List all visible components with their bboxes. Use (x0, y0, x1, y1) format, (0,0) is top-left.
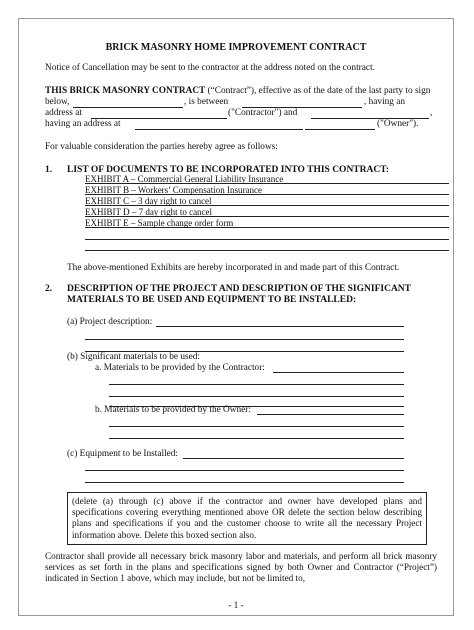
owner-materials-field[interactable] (257, 414, 404, 415)
project-description-field[interactable] (156, 326, 404, 327)
date-field[interactable] (73, 107, 183, 108)
section-2-heading-line-1: DESCRIPTION OF THE PROJECT AND DESCRIPTION OF THE SIGNIFICANT (67, 284, 411, 294)
intro-below: below, (45, 97, 70, 107)
page-number: - 1 - (228, 601, 244, 611)
intro-address-at: address at (45, 108, 82, 118)
project-description-line[interactable] (85, 339, 404, 340)
equipment-line[interactable] (85, 470, 404, 471)
exhibit-d: EXHIBIT D – 7 day right to cancel (85, 207, 449, 217)
section-2-number: 2. (45, 284, 53, 294)
owner-address-field-2[interactable] (305, 129, 375, 130)
intro-contractor: ("Contractor") and (228, 108, 298, 118)
exhibits-incorporated: The above-mentioned Exhibits are hereby incorporated in and made part of this Contract. (67, 263, 400, 273)
intro-having-address: having an address at (45, 119, 121, 129)
consideration-text: For valuable consideration the parties hereby agree as follows: (45, 142, 278, 152)
contractor-materials-field[interactable] (273, 372, 404, 373)
section-1-number: 1. (45, 165, 53, 175)
equipment-field[interactable] (183, 458, 404, 459)
contract-lead-rest: (“Contract”), effective as of the date of the last party to sign (205, 86, 431, 96)
document-page (18, 18, 454, 616)
owner-materials-line[interactable] (109, 438, 404, 439)
intro-having-an: , having an (364, 97, 406, 107)
exhibit-a: EXHIBIT A – Commercial General Liability Insurance (85, 174, 449, 184)
owner-materials-line[interactable] (109, 426, 404, 427)
intro-is-between: , is between (184, 97, 229, 107)
contract-lead: THIS BRICK MASONRY CONTRACT (45, 86, 206, 96)
exhibit-b: EXHIBIT B – Workers’ Compensation Insurance (85, 185, 449, 195)
exhibit-blank-line[interactable] (85, 239, 449, 240)
owner-address-field-1[interactable] (135, 129, 303, 130)
project-description-label: (a) Project description: (67, 317, 153, 327)
contractor-materials-line[interactable] (109, 396, 404, 397)
instructions-text: (delete (a) through (c) above if the contractor and owner have developed plans and specifications covering everything mentioned above OR delete the section below describing plans and specifications if you and the customer choose to write all the necessary Project information above. Delete this boxed section also. (72, 496, 422, 540)
contractor-materials-line[interactable] (109, 384, 404, 385)
comma-mark: , (430, 108, 433, 118)
equipment-line[interactable] (85, 482, 404, 483)
exhibit-c: EXHIBIT C – 3 day right to cancel (85, 196, 449, 206)
significant-materials-label: (b) Significant materials to be used: (67, 352, 200, 362)
document-title: BRICK MASONRY HOME IMPROVEMENT CONTRACT (105, 42, 367, 53)
intro-owner: ("Owner"). (377, 119, 419, 129)
intro-line-1 (45, 86, 430, 97)
section-1-heading: LIST OF DOCUMENTS TO BE INCORPORATED INTO THIS CONTRACT: (67, 165, 390, 175)
section-2-heading-line-2: MATERIALS TO BE USED AND EQUIPMENT TO BE INSTALLED: (67, 295, 357, 305)
cancellation-notice: Notice of Cancellation may be sent to the contractor at the address noted on the contract. (45, 63, 375, 73)
closing-paragraph: Contractor shall provide all necessary brick masonry labor and materials, and perform all brick masonry services as set forth in the plans and specifications signed by both Owner and Contractor (“Project”) indicated in Section 1 above, which may include, but not be limited to, (45, 551, 437, 584)
owner-materials-label: b. Materials to be provided by the Owner: (95, 405, 251, 415)
equipment-label: (c) Equipment to be Installed: (67, 449, 179, 459)
exhibit-e: EXHIBIT E – Sample change order form (85, 218, 449, 228)
exhibit-blank-line[interactable] (85, 250, 449, 251)
contractor-materials-label: a. Materials to be provided by the Contractor: (95, 363, 265, 373)
instructions-box (67, 492, 427, 545)
